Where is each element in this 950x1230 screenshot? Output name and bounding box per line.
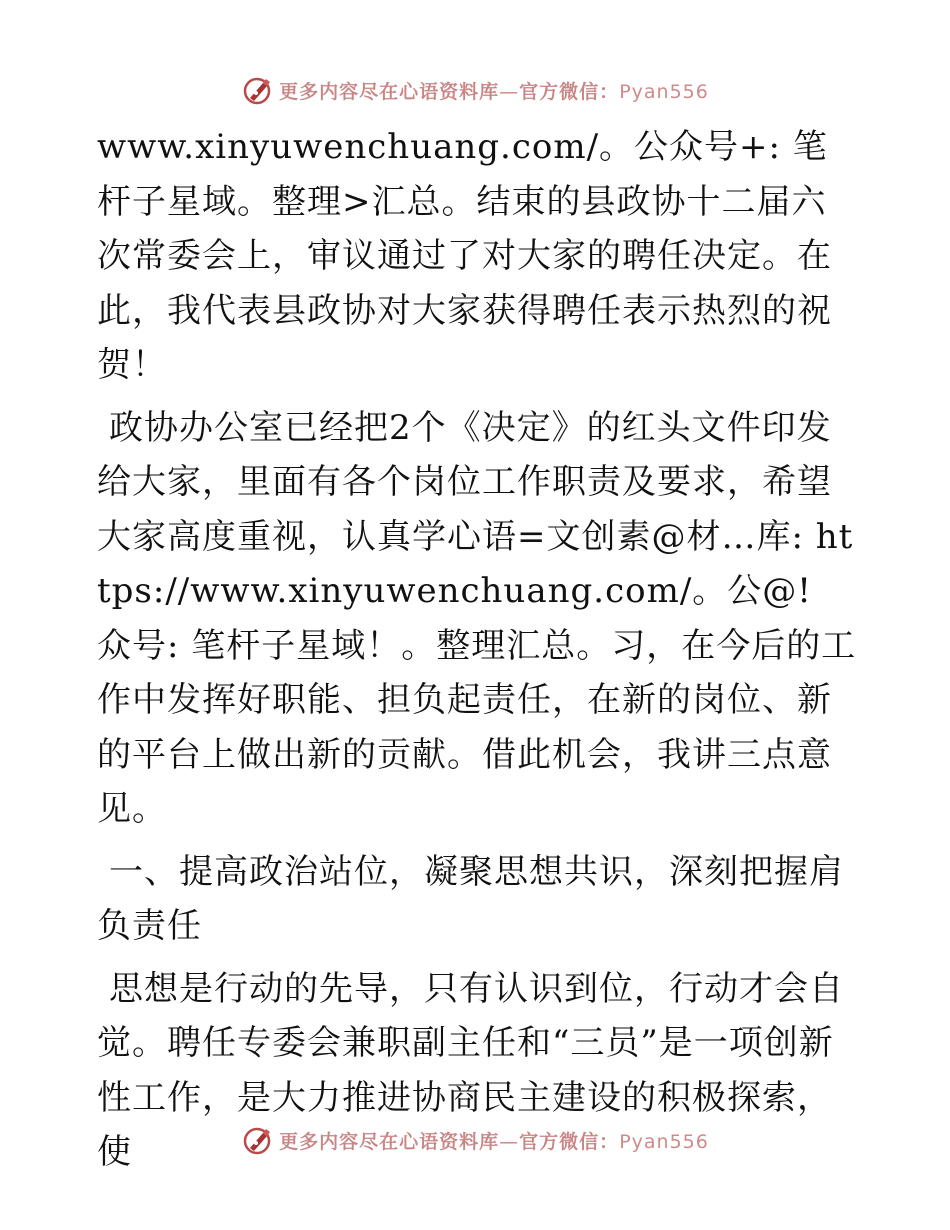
section-heading-text: 一、提高政治站位，凝聚思想共识，深刻把握肩负责任 [97, 851, 844, 946]
document-body [97, 120, 857, 1180]
paragraph [97, 401, 857, 837]
banner-main-text: 更多内容尽在心语资料库 [279, 1130, 500, 1153]
section-heading [97, 845, 857, 954]
paragraph-text: www.xinyuwenchuang.com/。公众号+: 笔杆子星域。整理>汇总。结束的县政协十二届六次常委会上，审议通过了对大家的聘任决定。在此，我代表县政协对大家获得聘任表示热烈的祝贺！ [97, 127, 832, 385]
pen-nib-circle-icon [241, 1124, 273, 1156]
pen-nib-circle-icon [241, 74, 273, 106]
banner-official-label: 官方微信： [519, 80, 620, 103]
banner-main-text: 更多内容尽在心语资料库 [279, 80, 500, 103]
header-banner [0, 70, 950, 110]
paragraph [97, 120, 857, 393]
banner-handle: Pyan556 [619, 1130, 709, 1153]
banner-handle: Pyan556 [619, 80, 709, 103]
banner-official-label: 官方微信： [519, 1130, 620, 1153]
banner-separator: — [499, 80, 520, 103]
footer-banner [0, 1120, 950, 1160]
banner-text [279, 1127, 709, 1154]
banner-separator: — [499, 1130, 520, 1153]
paragraph-text: 思想是行动的先导，只有认识到位，行动才会自觉。聘任专委会兼职副主任和“三员”是一项创新性工作，是大力推进协商民主建设的积极探索，使 [97, 968, 844, 1172]
paragraph-text: 政协办公室已经把2个《决定》的红头文件印发给大家，里面有各个岗位工作职责及要求，希望大家高度重视，认真学心语=文创素@材…库: https://www.xinyuwenchuang.com/。公@! 众号: 笔杆子星域！。整理汇总。习，在今后的工作中发挥好职能、担负起责任，在新的岗位、新的平台上做出新的贡献。借此机会，我讲三点意见。 [97, 407, 857, 829]
banner-text [279, 77, 709, 104]
